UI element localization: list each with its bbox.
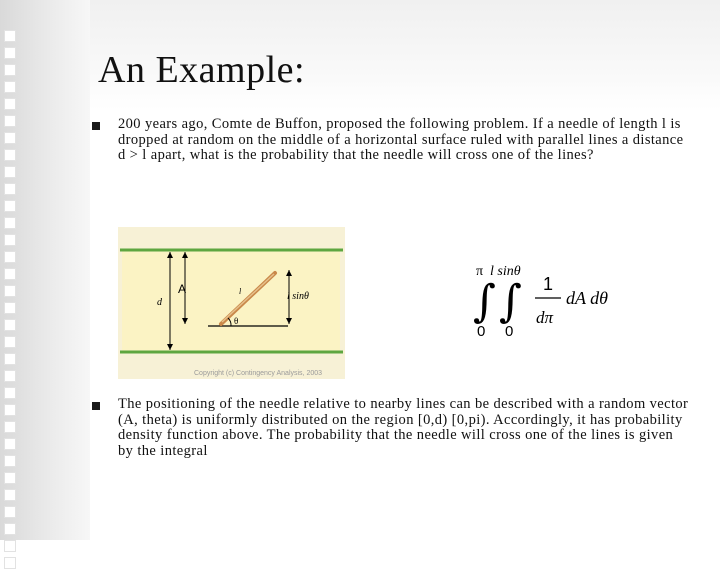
- copyright-text: Copyright (c) Contingency Analysis, 2003: [194, 370, 323, 377]
- decorative-squares: [4, 30, 20, 574]
- label-theta: θ: [234, 316, 239, 326]
- slide-title: An Example:: [98, 49, 306, 91]
- upper-limit-pi: π: [476, 264, 484, 279]
- buffon-needle-figure: [118, 227, 345, 379]
- lower-limit-0-inner: 0: [505, 323, 514, 340]
- label-lsintheta: l sinθ: [287, 291, 309, 302]
- svg-text:∫: ∫: [473, 276, 496, 327]
- label-A: A: [178, 282, 187, 296]
- probability-integral: [473, 258, 624, 340]
- paragraph-random-vector: The positioning of the needle relative to nearby lines can be described with a random vector (A, theta) is uniformly distributed on the region [0,d) [0,pi). Accordingly, it has probability density function above. The probability that the needle will cross one of the lines is given by the integral: [118, 396, 689, 459]
- upper-limit-lsintheta: l sinθ: [490, 264, 521, 279]
- label-d: d: [157, 297, 162, 308]
- label-l: l: [239, 287, 242, 296]
- fraction-denominator: dπ: [536, 308, 554, 327]
- fraction-numerator: 1: [543, 274, 554, 294]
- differentials: dA dθ: [566, 288, 609, 308]
- paragraph-buffon-problem: 200 years ago, Comte de Buffon, proposed the following problem. If a needle of length l is dropped at random on the middle of a horizontal surface ruled with parallel lines a distance d > l apart, what is the probability that the needle will cross one of the lines?: [118, 116, 684, 163]
- bullet-icon: [92, 122, 100, 130]
- svg-text:∫: ∫: [499, 276, 522, 327]
- bullet-icon: [92, 402, 100, 410]
- left-decorative-strip: [0, 0, 90, 540]
- lower-limit-0-outer: 0: [477, 323, 486, 340]
